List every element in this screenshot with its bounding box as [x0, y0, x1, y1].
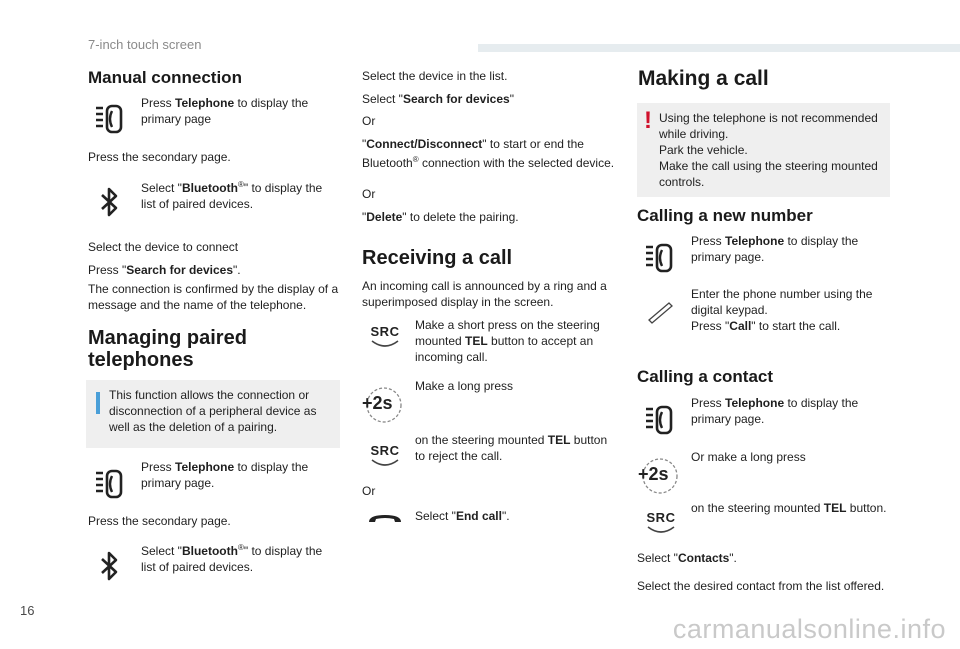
contact-press-telephone: Press Telephone to display the primary page.: [691, 396, 859, 426]
managing-info-box: [86, 380, 340, 448]
managing-info-text: This function allows the connection or disconnection of a peripheral device as well as the deletion of a pairing.: [109, 388, 317, 434]
manual-select-device: Select the device to connect: [88, 240, 239, 254]
receiving-short-press: Make a short press on the steering mounted TEL button to accept an incoming call.: [415, 318, 600, 364]
contact-select-contacts: Select "Contacts".: [637, 551, 737, 565]
phone-icon: [640, 238, 680, 278]
select-search-devices: Select "Search for devices": [362, 92, 514, 106]
connect-disconnect: "Connect/Disconnect" to start or end the Bluetooth® connection with the selected device.: [362, 137, 615, 170]
contact-title: Calling a contact: [637, 367, 774, 386]
header-divider-bar: [478, 44, 960, 52]
section-header-title: 7-inch touch screen: [88, 37, 202, 52]
receiving-title: Receiving a call: [362, 247, 513, 269]
bluetooth-icon: [90, 182, 130, 222]
src-label: SRC: [646, 510, 676, 525]
manual-select-bluetooth: Select "Bluetooth®" to display the list of paired devices.: [141, 180, 323, 211]
receiving-intro: An incoming call is announced by a ring and a superimposed display in the screen.: [362, 279, 607, 309]
receiving-or: Or: [362, 484, 376, 498]
src-button-icon: [363, 324, 407, 358]
managing-title: Managing paired telephones: [88, 327, 247, 371]
info-icon: [96, 392, 100, 414]
src-button-icon: [639, 510, 683, 544]
managing-press-telephone: Press Telephone to display the primary page.: [141, 460, 309, 490]
phone-icon: [90, 464, 130, 504]
src-label: SRC: [370, 324, 400, 339]
stylus-icon: [645, 298, 675, 324]
phone-icon: [90, 99, 130, 139]
manual-secondary-page: Press the secondary page.: [88, 150, 231, 164]
page-number: 16: [20, 603, 35, 618]
src-label: SRC: [370, 443, 400, 458]
contact-steering: on the steering mounted TEL button.: [691, 501, 887, 515]
phone-icon: [640, 400, 680, 440]
managing-secondary-page: Press the secondary page.: [88, 514, 231, 528]
manual-press-search: Press "Search for devices".: [88, 263, 241, 277]
new-number-press-call: Press "Call" to start the call.: [691, 319, 841, 333]
two-s-label: +2s: [362, 393, 393, 413]
hang-up-icon: [365, 508, 405, 528]
bluetooth-icon: [90, 546, 130, 586]
or-text-1: Or: [362, 114, 376, 128]
delete-pairing: "Delete" to delete the pairing.: [362, 210, 519, 224]
long-press-2s-icon: [636, 456, 682, 496]
new-number-title: Calling a new number: [637, 206, 813, 225]
contact-long-press: Or make a long press: [691, 450, 806, 464]
new-number-keypad: Enter the phone number using the digital keypad.: [691, 287, 873, 317]
two-s-label: +2s: [638, 464, 669, 484]
manual-press-telephone: Press Telephone to display the primary page: [141, 96, 309, 126]
contact-select-desired: Select the desired contact from the list offered.: [637, 579, 885, 593]
manual-confirmed: The connection is confirmed by the display of a message and the name of the telephone.: [88, 282, 339, 312]
receiving-reject: on the steering mounted TEL button to reject the call.: [415, 433, 608, 463]
receiving-end-call: Select "End call".: [415, 509, 510, 523]
receiving-long-press: Make a long press: [415, 379, 514, 393]
watermark: carmanualsonline.info: [672, 614, 946, 644]
manual-connection-title: Manual connection: [88, 68, 242, 87]
select-device-list: Select the device in the list.: [362, 69, 508, 83]
src-button-icon: [363, 443, 407, 477]
managing-select-bluetooth: Select "Bluetooth®" to display the list of paired devices.: [141, 543, 323, 574]
warning-icon: !: [644, 107, 652, 134]
or-text-2: Or: [362, 187, 376, 201]
long-press-2s-icon: [360, 385, 406, 425]
making-call-title: Making a call: [638, 67, 769, 90]
making-warning-text: Using the telephone is not recommended while driving. Park the vehicle. Make the call using the steering mounted controls.: [659, 111, 878, 189]
making-warning-box: [637, 103, 890, 197]
new-number-press-telephone: Press Telephone to display the primary page.: [691, 234, 859, 264]
